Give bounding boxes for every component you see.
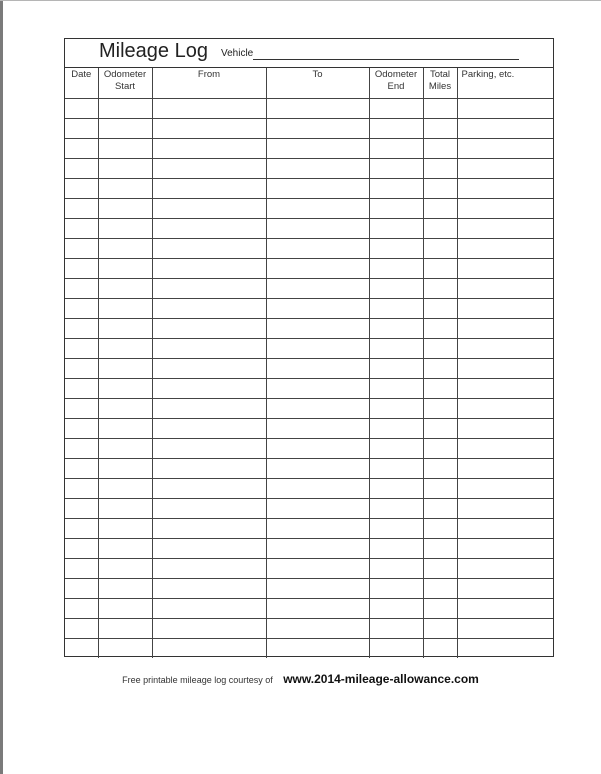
cell-total-miles[interactable] (423, 338, 457, 358)
cell-odometer-end[interactable] (369, 598, 423, 618)
cell-total-miles[interactable] (423, 458, 457, 478)
cell-odometer-end[interactable] (369, 218, 423, 238)
cell-date[interactable] (65, 538, 98, 558)
cell-from[interactable] (152, 438, 266, 458)
cell-date[interactable] (65, 578, 98, 598)
cell-parking[interactable] (457, 338, 553, 358)
cell-total-miles[interactable] (423, 158, 457, 178)
table-body (65, 98, 553, 658)
cell-odometer-end[interactable] (369, 418, 423, 438)
cell-parking[interactable] (457, 478, 553, 498)
cell-to[interactable] (266, 358, 369, 378)
table-row (65, 138, 553, 158)
cell-to[interactable] (266, 438, 369, 458)
cell-total-miles[interactable] (423, 238, 457, 258)
cell-odometer-end[interactable] (369, 298, 423, 318)
cell-from[interactable] (152, 218, 266, 238)
cell-date[interactable] (65, 418, 98, 438)
cell-odometer-start[interactable] (98, 578, 152, 598)
cell-odometer-end[interactable] (369, 478, 423, 498)
cell-date[interactable] (65, 338, 98, 358)
table-row (65, 258, 553, 278)
cell-to[interactable] (266, 298, 369, 318)
vehicle-label: Vehicle (221, 48, 254, 59)
cell-from[interactable] (152, 338, 266, 358)
cell-odometer-end[interactable] (369, 138, 423, 158)
cell-total-miles[interactable] (423, 418, 457, 438)
table-row (65, 418, 553, 438)
cell-odometer-end[interactable] (369, 438, 423, 458)
cell-odometer-start[interactable] (98, 118, 152, 138)
cell-parking[interactable] (457, 138, 553, 158)
cell-odometer-end[interactable] (369, 158, 423, 178)
cell-to[interactable] (266, 418, 369, 438)
col-header-total-miles-label: Total Miles (428, 69, 452, 92)
cell-odometer-end[interactable] (369, 498, 423, 518)
cell-to[interactable] (266, 598, 369, 618)
cell-to[interactable] (266, 218, 369, 238)
cell-odometer-end[interactable] (369, 518, 423, 538)
cell-odometer-start[interactable] (98, 438, 152, 458)
table-row (65, 398, 553, 418)
table-row (65, 298, 553, 318)
cell-parking[interactable] (457, 578, 553, 598)
cell-from[interactable] (152, 238, 266, 258)
mileage-log-form (64, 38, 554, 657)
table-row (65, 598, 553, 618)
footer-text: Free printable mileage log courtesy of (122, 675, 273, 685)
cell-from[interactable] (152, 578, 266, 598)
cell-date[interactable] (65, 438, 98, 458)
cell-odometer-start[interactable] (98, 318, 152, 338)
cell-date[interactable] (65, 298, 98, 318)
cell-total-miles[interactable] (423, 378, 457, 398)
cell-from[interactable] (152, 498, 266, 518)
footer-link[interactable]: www.2014-mileage-allowance.com (283, 672, 479, 686)
table-row (65, 578, 553, 598)
cell-to[interactable] (266, 638, 369, 658)
cell-odometer-start[interactable] (98, 418, 152, 438)
cell-odometer-start[interactable] (98, 358, 152, 378)
cell-parking[interactable] (457, 118, 553, 138)
cell-to[interactable] (266, 458, 369, 478)
cell-total-miles[interactable] (423, 638, 457, 658)
footer (0, 670, 601, 688)
cell-date[interactable] (65, 558, 98, 578)
cell-to[interactable] (266, 538, 369, 558)
cell-from[interactable] (152, 98, 266, 118)
table-row (65, 458, 553, 478)
cell-parking[interactable] (457, 158, 553, 178)
cell-parking[interactable] (457, 538, 553, 558)
cell-parking[interactable] (457, 298, 553, 318)
cell-date[interactable] (65, 618, 98, 638)
cell-date[interactable] (65, 278, 98, 298)
table-row (65, 558, 553, 578)
table-row (65, 438, 553, 458)
cell-date[interactable] (65, 198, 98, 218)
cell-parking[interactable] (457, 278, 553, 298)
cell-to[interactable] (266, 398, 369, 418)
cell-to[interactable] (266, 518, 369, 538)
cell-date[interactable] (65, 638, 98, 658)
cell-odometer-end[interactable] (369, 398, 423, 418)
table-row (65, 538, 553, 558)
table-row (65, 198, 553, 218)
cell-odometer-start[interactable] (98, 258, 152, 278)
col-header-date: Date (65, 68, 98, 98)
cell-parking[interactable] (457, 418, 553, 438)
cell-total-miles[interactable] (423, 398, 457, 418)
cell-total-miles[interactable] (423, 258, 457, 278)
cell-from[interactable] (152, 138, 266, 158)
cell-from[interactable] (152, 558, 266, 578)
cell-odometer-start[interactable] (98, 278, 152, 298)
cell-odometer-start[interactable] (98, 198, 152, 218)
cell-odometer-end[interactable] (369, 198, 423, 218)
table-row (65, 358, 553, 378)
cell-odometer-start[interactable] (98, 218, 152, 238)
col-header-odometer-start (98, 68, 152, 98)
cell-total-miles[interactable] (423, 298, 457, 318)
cell-parking[interactable] (457, 598, 553, 618)
table-row (65, 338, 553, 358)
cell-odometer-end[interactable] (369, 98, 423, 118)
cell-to[interactable] (266, 378, 369, 398)
scan-edge (0, 0, 3, 774)
cell-date[interactable] (65, 118, 98, 138)
cell-from[interactable] (152, 538, 266, 558)
cell-date[interactable] (65, 358, 98, 378)
cell-odometer-start[interactable] (98, 558, 152, 578)
cell-total-miles[interactable] (423, 218, 457, 238)
cell-odometer-start[interactable] (98, 638, 152, 658)
cell-date[interactable] (65, 218, 98, 238)
table-row (65, 618, 553, 638)
mileage-table (65, 68, 553, 658)
cell-parking[interactable] (457, 218, 553, 238)
cell-odometer-start[interactable] (98, 518, 152, 538)
cell-to[interactable] (266, 238, 369, 258)
cell-from[interactable] (152, 598, 266, 618)
cell-odometer-end[interactable] (369, 578, 423, 598)
cell-parking[interactable] (457, 398, 553, 418)
cell-total-miles[interactable] (423, 278, 457, 298)
cell-date[interactable] (65, 238, 98, 258)
table-row (65, 518, 553, 538)
cell-to[interactable] (266, 478, 369, 498)
cell-total-miles[interactable] (423, 538, 457, 558)
cell-date[interactable] (65, 398, 98, 418)
cell-parking[interactable] (457, 178, 553, 198)
cell-odometer-end[interactable] (369, 378, 423, 398)
cell-from[interactable] (152, 118, 266, 138)
cell-date[interactable] (65, 158, 98, 178)
cell-parking[interactable] (457, 378, 553, 398)
table-row (65, 478, 553, 498)
title-bar (65, 39, 553, 68)
table-row (65, 378, 553, 398)
cell-odometer-start[interactable] (98, 298, 152, 318)
cell-from[interactable] (152, 318, 266, 338)
cell-date[interactable] (65, 478, 98, 498)
cell-odometer-end[interactable] (369, 338, 423, 358)
cell-odometer-start[interactable] (98, 238, 152, 258)
cell-odometer-end[interactable] (369, 538, 423, 558)
cell-odometer-end[interactable] (369, 238, 423, 258)
cell-to[interactable] (266, 318, 369, 338)
cell-parking[interactable] (457, 618, 553, 638)
table-row (65, 238, 553, 258)
cell-date[interactable] (65, 458, 98, 478)
cell-from[interactable] (152, 418, 266, 438)
cell-total-miles[interactable] (423, 138, 457, 158)
table-row (65, 278, 553, 298)
table-row (65, 118, 553, 138)
cell-to[interactable] (266, 618, 369, 638)
col-header-odometer-end-label: Odometer End (374, 69, 418, 92)
cell-odometer-end[interactable] (369, 358, 423, 378)
cell-total-miles[interactable] (423, 478, 457, 498)
table-row (65, 158, 553, 178)
vehicle-field[interactable] (253, 59, 519, 60)
cell-date[interactable] (65, 498, 98, 518)
cell-total-miles[interactable] (423, 318, 457, 338)
col-header-total-miles (423, 68, 457, 98)
cell-parking[interactable] (457, 498, 553, 518)
cell-to[interactable] (266, 138, 369, 158)
scan-edge-top (0, 0, 601, 1)
cell-total-miles[interactable] (423, 518, 457, 538)
cell-date[interactable] (65, 178, 98, 198)
cell-odometer-end[interactable] (369, 618, 423, 638)
cell-from[interactable] (152, 638, 266, 658)
header-row (65, 68, 553, 98)
cell-odometer-start[interactable] (98, 138, 152, 158)
cell-date[interactable] (65, 98, 98, 118)
cell-odometer-start[interactable] (98, 478, 152, 498)
cell-odometer-end[interactable] (369, 638, 423, 658)
cell-total-miles[interactable] (423, 578, 457, 598)
cell-odometer-start[interactable] (98, 338, 152, 358)
cell-parking[interactable] (457, 258, 553, 278)
cell-to[interactable] (266, 158, 369, 178)
col-header-odometer-start-line1: Odometer Start (103, 69, 147, 92)
cell-from[interactable] (152, 358, 266, 378)
cell-parking[interactable] (457, 438, 553, 458)
cell-to[interactable] (266, 278, 369, 298)
cell-parking[interactable] (457, 558, 553, 578)
cell-from[interactable] (152, 618, 266, 638)
cell-odometer-end[interactable] (369, 118, 423, 138)
cell-total-miles[interactable] (423, 198, 457, 218)
cell-odometer-start[interactable] (98, 598, 152, 618)
cell-date[interactable] (65, 318, 98, 338)
cell-from[interactable] (152, 458, 266, 478)
cell-to[interactable] (266, 558, 369, 578)
cell-odometer-end[interactable] (369, 318, 423, 338)
cell-odometer-start[interactable] (98, 458, 152, 478)
cell-to[interactable] (266, 498, 369, 518)
cell-to[interactable] (266, 198, 369, 218)
cell-odometer-start[interactable] (98, 538, 152, 558)
cell-to[interactable] (266, 178, 369, 198)
cell-odometer-end[interactable] (369, 458, 423, 478)
cell-total-miles[interactable] (423, 618, 457, 638)
cell-to[interactable] (266, 338, 369, 358)
cell-date[interactable] (65, 378, 98, 398)
cell-odometer-end[interactable] (369, 278, 423, 298)
cell-from[interactable] (152, 258, 266, 278)
cell-total-miles[interactable] (423, 358, 457, 378)
cell-odometer-end[interactable] (369, 258, 423, 278)
cell-odometer-start[interactable] (98, 498, 152, 518)
cell-odometer-start[interactable] (98, 158, 152, 178)
cell-odometer-start[interactable] (98, 378, 152, 398)
cell-from[interactable] (152, 198, 266, 218)
col-header-to: To (266, 68, 369, 98)
cell-from[interactable] (152, 398, 266, 418)
cell-parking[interactable] (457, 318, 553, 338)
table-row (65, 318, 553, 338)
col-header-odometer-end (369, 68, 423, 98)
table-row (65, 498, 553, 518)
cell-to[interactable] (266, 98, 369, 118)
cell-total-miles[interactable] (423, 438, 457, 458)
cell-date[interactable] (65, 598, 98, 618)
cell-from[interactable] (152, 278, 266, 298)
cell-from[interactable] (152, 378, 266, 398)
cell-to[interactable] (266, 258, 369, 278)
cell-from[interactable] (152, 478, 266, 498)
cell-parking[interactable] (457, 198, 553, 218)
table-row (65, 638, 553, 658)
cell-parking[interactable] (457, 518, 553, 538)
cell-parking[interactable] (457, 458, 553, 478)
cell-date[interactable] (65, 258, 98, 278)
cell-from[interactable] (152, 298, 266, 318)
cell-total-miles[interactable] (423, 558, 457, 578)
cell-total-miles[interactable] (423, 598, 457, 618)
cell-odometer-end[interactable] (369, 558, 423, 578)
cell-odometer-start[interactable] (98, 618, 152, 638)
cell-parking[interactable] (457, 358, 553, 378)
cell-from[interactable] (152, 158, 266, 178)
cell-parking[interactable] (457, 638, 553, 658)
cell-from[interactable] (152, 518, 266, 538)
cell-parking[interactable] (457, 98, 553, 118)
col-header-from: From (152, 68, 266, 98)
table-row (65, 178, 553, 198)
cell-parking[interactable] (457, 238, 553, 258)
cell-odometer-start[interactable] (98, 178, 152, 198)
table-row (65, 218, 553, 238)
cell-total-miles[interactable] (423, 498, 457, 518)
cell-total-miles[interactable] (423, 98, 457, 118)
cell-odometer-start[interactable] (98, 98, 152, 118)
cell-date[interactable] (65, 518, 98, 538)
cell-to[interactable] (266, 118, 369, 138)
page-title: Mileage Log (99, 40, 208, 62)
cell-odometer-start[interactable] (98, 398, 152, 418)
cell-total-miles[interactable] (423, 118, 457, 138)
cell-odometer-end[interactable] (369, 178, 423, 198)
cell-total-miles[interactable] (423, 178, 457, 198)
col-header-parking: Parking, etc. (457, 68, 553, 98)
table-row (65, 98, 553, 118)
cell-from[interactable] (152, 178, 266, 198)
cell-to[interactable] (266, 578, 369, 598)
cell-date[interactable] (65, 138, 98, 158)
